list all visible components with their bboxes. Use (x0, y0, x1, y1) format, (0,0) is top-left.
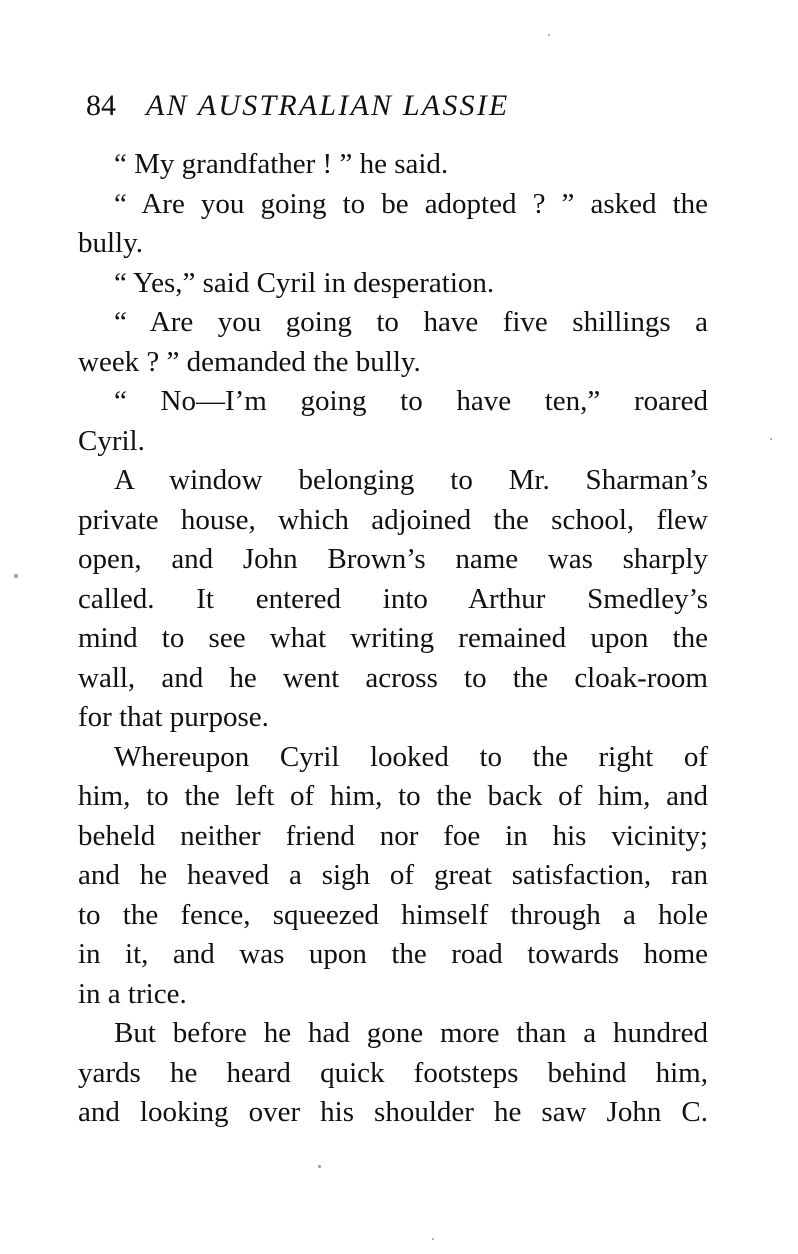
scan-speck (770, 438, 772, 440)
text-line: for that purpose. (78, 701, 269, 733)
text-line: week ? ” demanded the bully. (78, 345, 421, 378)
text-line: in a trice. (78, 977, 187, 1010)
text-line: “ My grandfather ! ” he said. (114, 148, 449, 180)
text-line: But before he had gone more than a hundred (114, 1017, 708, 1049)
text-line: open, and John Brown’s name was sharply (78, 543, 708, 575)
text-line: and looking over his shoulder he saw John C. (78, 1096, 708, 1128)
text-line: beheld neither friend nor foe in his vicinity; (78, 819, 708, 852)
text-line: him, to the left of him, to the back of him, and (78, 780, 708, 812)
text-line: “ Are you going to be adopted ? ” asked the (114, 187, 708, 220)
page-number: 84 (86, 89, 116, 122)
scan-speck (432, 1238, 434, 1240)
scan-speck (548, 34, 550, 36)
text-line: Whereupon Cyril looked to the right of (114, 740, 708, 773)
text-line: yards he heard quick footsteps behind him, (78, 1056, 708, 1089)
text-line: A window belonging to Mr. Sharman’s (114, 464, 708, 496)
text-line: private house, which adjoined the school, flew (78, 503, 708, 536)
running-head (86, 84, 646, 128)
scan-speck (318, 1165, 321, 1168)
text-line: “ Yes,” said Cyril in desperation. (114, 266, 495, 299)
text-line: “ Are you going to have five shillings a (114, 306, 708, 338)
text-line: to the fence, squeezed himself through a hole (78, 898, 708, 931)
text-line: bully. (78, 227, 143, 259)
text-line: called. It entered into Arthur Smedley’s (78, 582, 708, 615)
scan-speck (14, 574, 18, 578)
text-line: wall, and he went across to the cloak-room (78, 661, 708, 694)
text-line: in it, and was upon the road towards home (78, 938, 708, 970)
body-text (78, 145, 708, 1133)
text-line: Cyril. (78, 424, 145, 457)
text-line: “ No—I’m going to have ten,” roared (114, 385, 708, 417)
text-line: and he heaved a sigh of great satisfaction, ran (78, 859, 708, 891)
text-line: mind to see what writing remained upon the (78, 622, 708, 654)
running-title: AN AUSTRALIAN LASSIE (146, 89, 510, 122)
